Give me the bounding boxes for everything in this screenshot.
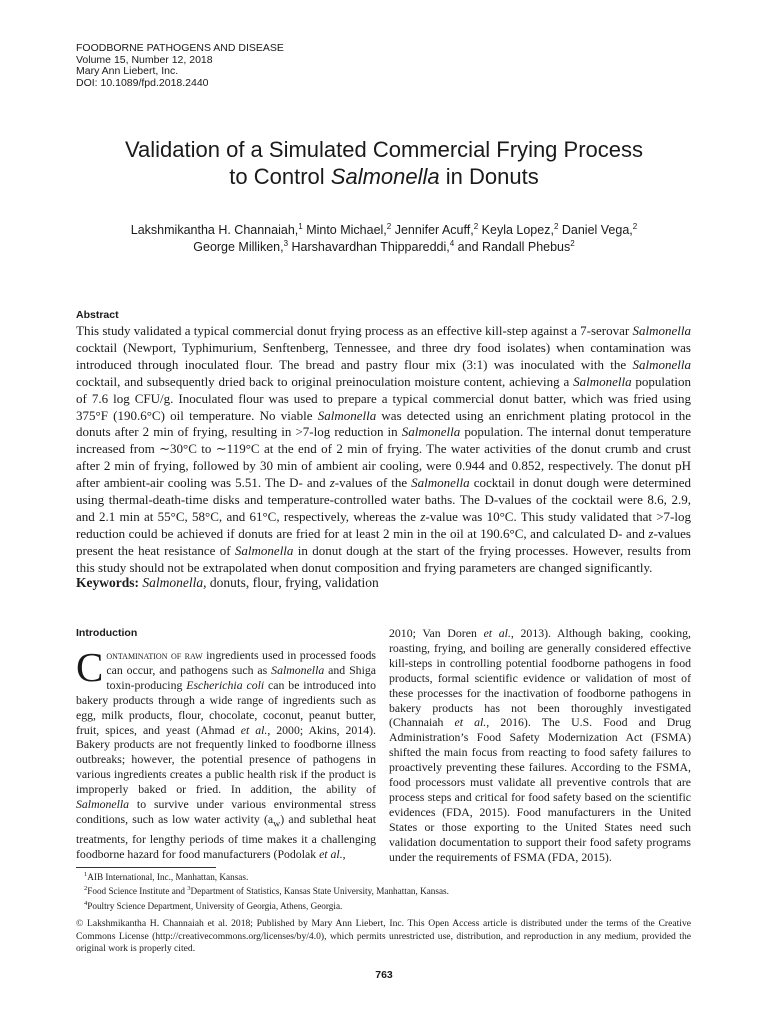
footnote xyxy=(84,898,449,912)
text-segment: -values present the heat resistance of xyxy=(76,525,691,558)
page-number: 763 xyxy=(375,969,393,981)
author-name: Daniel Vega, xyxy=(561,223,633,237)
affiliation-mark: 2 xyxy=(553,221,559,231)
author-name: Harshavardhan Thippareddi, xyxy=(291,240,450,254)
text-segment: and Shiga toxin-producing xyxy=(106,662,376,692)
text-segment: cocktail, and subsequently dried back to original preinoculation moisture content, achieving a xyxy=(76,373,574,389)
author-name: and Randall Phebus xyxy=(457,240,571,254)
text-segment: w xyxy=(273,818,281,830)
title-line-2-post: in Donuts xyxy=(439,164,539,189)
affiliation-mark: 2 xyxy=(473,221,479,231)
author xyxy=(306,223,391,237)
text-segment: in donut dough at the start of the frying processes. However, results from this study should not be extrapolated when donut composition and frying parameters are changed significantly. xyxy=(76,542,691,575)
text-segment: Salmonella xyxy=(632,356,691,372)
drop-cap: C xyxy=(76,644,104,690)
text-segment: , xyxy=(342,847,346,862)
text-segment: , donuts, flour, frying, validation xyxy=(203,575,379,590)
author xyxy=(193,240,288,254)
keywords-label: Keywords: xyxy=(76,575,139,590)
footnote-mark: 1 xyxy=(84,871,88,878)
text-segment: Salmonella xyxy=(411,475,470,491)
intro-column-left xyxy=(76,644,377,862)
text-segment: cocktail in donut dough were determined using thermal-death-time disks and temperature-controlled water baths. The D-values of the cocktail were 8.6, 2.9, and 2.1 min at 55°C, 58°C, and 61°C, respectively, whereas the xyxy=(76,475,691,524)
intro-left-text xyxy=(76,644,377,862)
journal-volume: Volume 15, Number 12, 2018 xyxy=(76,53,213,66)
author xyxy=(458,240,575,254)
footnote-text: AIB International, Inc., Manhattan, Kansas. xyxy=(87,872,249,883)
affiliation-mark: 2 xyxy=(570,238,575,248)
affiliation-mark: 4 xyxy=(449,238,455,248)
introduction-heading: Introduction xyxy=(76,627,138,639)
license-text: © Lakshmikantha H. Channaiah et al. 2018; Published by Mary Ann Liebert, Inc. This Open Access article is distributed under the terms of the Creative Commons License (http://creativecommons.org/licenses/by/4.0), which permits unrestricted use, distribution, and reproduction in any medium, provided the original work is properly cited. xyxy=(76,918,691,954)
journal-name: FOODBORNE PATHOGENS AND DISEASE xyxy=(76,42,284,54)
text-segment: Salmonella xyxy=(234,542,294,558)
footnote-text: Food Science Institute and xyxy=(87,886,188,897)
footnote-mark: 2 xyxy=(84,885,88,893)
abstract-body xyxy=(76,323,691,577)
text-segment: ) and sublethal heat treatments, for lengthy periods of time makes it a challenging foodborne hazard for food manufacturers (Podolak xyxy=(76,811,376,862)
text-segment: cocktail (Newport, Typhimurium, Senftenberg, Tennessee, and three dry food isolates) when contamination was introduced through inoculated flour. The bread and pastry flour mix (3:1) was inoculated with the xyxy=(76,339,691,372)
text-segment: Salmonella xyxy=(271,662,325,677)
intro-smallcaps: ontamination of raw xyxy=(106,648,203,662)
footnote-mark: 4 xyxy=(84,899,88,907)
intro-column-right xyxy=(389,626,691,865)
author-list xyxy=(60,222,708,256)
footnote-divider xyxy=(76,867,216,868)
text-segment: z xyxy=(329,475,335,491)
text-segment: , 2013). Although baking, cooking, roasting, frying, and boiling are generally considered effective kill-steps in controlling potential foodborne pathogens in food products, formal scientific evidence or validation of most of these processes for the inactivation of foodborne pathogens in bakery products has not been thoroughly investigated (Channaiah xyxy=(389,626,691,730)
article-title xyxy=(0,136,768,190)
author-name: Jennifer Acuff, xyxy=(394,223,474,237)
affiliation-mark: 3 xyxy=(283,238,289,248)
text-segment: -values of the xyxy=(334,475,412,491)
text-segment: can be introduced into bakery products through a wide range of ingredients such as egg, milk products, flour, chocolate, coconut, peanut butter, fruit, spices, and yeast (Ahmad xyxy=(76,677,376,737)
text-segment: et al. xyxy=(483,626,511,640)
footnotes xyxy=(84,869,449,912)
keywords-line xyxy=(76,575,379,591)
journal-publisher: Mary Ann Liebert, Inc. xyxy=(76,65,179,77)
text-segment: z xyxy=(648,525,654,541)
text-segment: Salmonella xyxy=(632,323,691,338)
text-segment: Salmonella xyxy=(76,797,130,812)
text-segment: -value was 10°C. This study validated that >7-log reduction could be achieved if donuts are fried for at least 2 min in the oil at 190.6°C, and calculated D- and xyxy=(76,508,692,541)
footnote xyxy=(84,883,449,897)
text-segment: Salmonella xyxy=(142,575,204,590)
text-segment: et al. xyxy=(319,847,343,862)
author xyxy=(131,223,303,237)
text-segment: to survive under various environmental stress conditions, such as low water activity (a xyxy=(76,797,376,826)
author xyxy=(292,240,455,254)
author xyxy=(395,223,478,237)
text-segment: was detected using an enrichment plating protocol in the donuts after 2 min of frying, resulting in >7-log reduction in xyxy=(76,407,692,440)
title-line-2-pre: to Control xyxy=(229,164,331,189)
text-segment: Salmonella xyxy=(317,407,377,423)
text-segment: This study validated a typical commercial donut frying process as an effective kill-step against a 7-serovar xyxy=(76,323,633,338)
author-name: George Milliken, xyxy=(193,240,284,254)
author xyxy=(482,223,559,237)
text-segment: population of 7.6 log CFU/g. Inoculated flour was used to prepare a typical commercial donut batter, which was fried using 375°F (190.6°C) oil temperature. No viable xyxy=(76,373,692,423)
affiliation-mark: 1 xyxy=(298,221,303,231)
text-segment: et al. xyxy=(454,715,487,730)
text-segment: , 2016). The U.S. Food and Drug Administration’s Food Safety Modernization Act (FSMA) shifted the main focus from reacting to food safety failures to proactively preventing these failures. According to the FSMA, food processors must validate all preventive controls that are process steps and critical for food safety based on the scientific evidences (FDA, 2015). Food manufacturers in the United States or those exporting to the United States need such validation documentation to support their food safety programs under the requirements of FSMA (FDA, 2015). xyxy=(389,715,692,864)
title-line-2-italic: Salmonella xyxy=(330,164,440,189)
affiliation-mark: 2 xyxy=(386,221,392,231)
text-segment: et al. xyxy=(240,722,268,737)
text-segment: 2010; Van Doren xyxy=(389,626,484,640)
footnote-text: Poultry Science Department, University of Georgia, Athens, Georgia. xyxy=(87,900,343,911)
text-segment: ingredients used in processed foods can occur, and pathogens such as xyxy=(106,648,376,677)
journal-header xyxy=(76,43,284,89)
text-segment: Salmonella xyxy=(401,424,461,440)
text-segment: z xyxy=(420,508,426,524)
keywords-list xyxy=(139,575,379,590)
author-name: Minto Michael, xyxy=(306,223,387,237)
footnote-mark: 3 xyxy=(187,885,191,893)
title-line-2 xyxy=(0,163,768,190)
text-segment: , 2000; Akins, 2014). Bakery products are not frequently linked to foodborne illness outbreaks; however, the potential presence of pathogens in various ingredients creates a public health risk if the product is improperly baked or fried. In addition, the ability of xyxy=(76,722,377,797)
title-line-1: Validation of a Simulated Commercial Frying Process xyxy=(124,137,644,162)
author-name: Lakshmikantha H. Channaiah, xyxy=(130,223,299,237)
text-segment: Escherichia coli xyxy=(186,677,265,692)
text-segment: population. The internal donut temperature increased from ∼30°C to ∼119°C at the end of 2 min of frying. The water activities of the donut crumb and crust after 2 min of frying, followed by 30 min of ambient air cooling, were 0.944 and 0.852, respectively. The donut pH after ambient-air cooling was 5.51. The D- and xyxy=(76,424,691,491)
abstract-heading: Abstract xyxy=(76,309,119,321)
footnote xyxy=(84,869,449,883)
footnote-text: Department of Statistics, Kansas State University, Manhattan, Kansas. xyxy=(190,886,449,897)
journal-doi: DOI: 10.1089/fpd.2018.2440 xyxy=(76,76,209,89)
text-segment: Salmonella xyxy=(573,373,632,389)
author xyxy=(562,223,637,237)
author-name: Keyla Lopez, xyxy=(481,223,554,237)
affiliation-mark: 2 xyxy=(632,221,638,231)
